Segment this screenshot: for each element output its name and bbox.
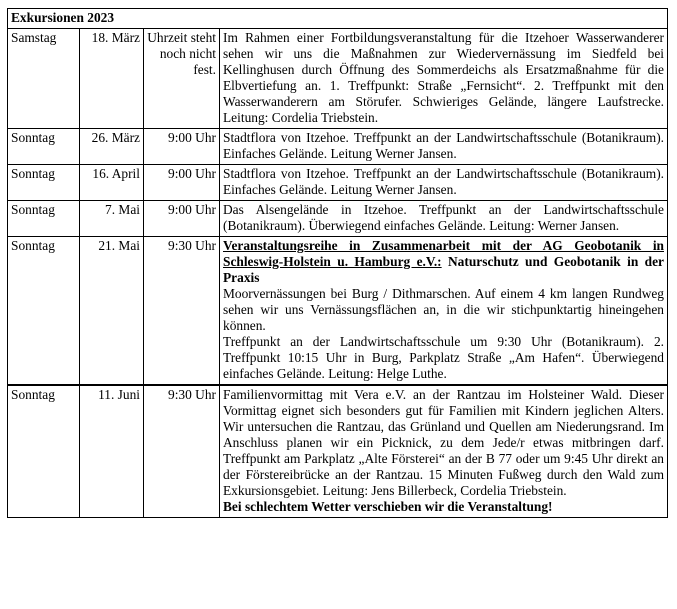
- date-cell: 7. Mai: [80, 201, 144, 237]
- time-cell: 9:00 Uhr: [144, 165, 220, 201]
- table-title: Exkursionen 2023: [8, 9, 668, 29]
- description-cell: [220, 237, 668, 386]
- day-cell: Samstag: [8, 29, 80, 129]
- time-cell: 9:30 Uhr: [144, 237, 220, 386]
- series-heading-underlined: Veranstaltungsreihe in Zusammenarbeit mit der AG Geobotanik in Schleswig-Holstein u. Hamburg e.V.:: [223, 238, 664, 269]
- weather-note: Bei schlechtem Wetter verschieben wir die Veranstaltung!: [223, 499, 553, 514]
- table-row: [8, 385, 668, 518]
- date-cell: 26. März: [80, 129, 144, 165]
- time-cell: 9:30 Uhr: [144, 385, 220, 518]
- description-paragraph: Familienvormittag mit Vera e.V. an der Rantzau im Holsteiner Wald. Dieser Vormittag eignet sich besonders gut für Familien mit Kindern jeglichen Alters. Wir untersuchen die Rantzau, das Grünland und Quellen am Niederungsrand. Im Anschluss planen wir ein Picknick, zu dem Jede/r etwas mitbringen darf. Treffpunkt am Parkplatz „Alte Försterei“ an der B 77 oder um 9:45 Uhr direkt an der Förstereibrücke an der Rantzau. 15 Minuten Fußweg durch den Wald zum Exkursionsgebiet. Leitung: Jens Billerbeck, Cordelia Triebstein.: [223, 387, 664, 498]
- description-cell: Im Rahmen einer Fortbildungsveranstaltung für die Itzehoer Wasserwanderer sehen wir uns die Maßnahmen zur Wiedervernässung im Siedfeld bei Kellinghusen durch Öffnung des Sommerdeichs als Ersatzmaßnahme für die Elbvertiefung an. 1. Treffpunkt: Straße „Fernsicht“. 2. Treffpunkt mit den Wasserwanderern am Störufer. Schwieriges Gelände, längere Laufstrecke. Leitung: Cordelia Triebstein.: [220, 29, 668, 129]
- time-cell: Uhrzeit steht noch nicht fest.: [144, 29, 220, 129]
- date-cell: 11. Juni: [80, 385, 144, 518]
- description-cell: [220, 385, 668, 518]
- excursions-table: [7, 8, 668, 518]
- date-cell: 21. Mai: [80, 237, 144, 386]
- time-cell: 9:00 Uhr: [144, 129, 220, 165]
- day-cell: Sonntag: [8, 165, 80, 201]
- date-cell: 16. April: [80, 165, 144, 201]
- description-paragraph: Moorvernässungen bei Burg / Dithmarschen. Auf einem 4 km langen Rundweg sehen wir uns Vernässungsflächen an, in die wir stichpunktartig hineingehen können.: [223, 286, 664, 333]
- day-cell: Sonntag: [8, 201, 80, 237]
- day-cell: Sonntag: [8, 129, 80, 165]
- table-row: [8, 29, 668, 129]
- table-row: [8, 129, 668, 165]
- description-cell: Das Alsengelände in Itzehoe. Treffpunkt an der Landwirtschaftsschule (Botanikraum). Überwiegend einfaches Gelände. Leitung: Werner Jansen.: [220, 201, 668, 237]
- day-cell: Sonntag: [8, 385, 80, 518]
- table-row: [8, 165, 668, 201]
- time-cell: 9:00 Uhr: [144, 201, 220, 237]
- table-row: [8, 237, 668, 386]
- series-heading-rest: Naturschutz und Geobotanik in der Praxis: [223, 254, 664, 285]
- day-cell: Sonntag: [8, 237, 80, 386]
- description-cell: Stadtflora von Itzehoe. Treffpunkt an der Landwirtschaftsschule (Botanikraum). Einfaches Gelände. Leitung Werner Jansen.: [220, 129, 668, 165]
- description-paragraph: Treffpunkt an der Landwirtschaftsschule um 9:30 Uhr (Botanikraum). 2. Treffpunkt 10:15 Uhr in Burg, Parkplatz Straße „Am Hafen“. Überwiegend einfaches Gelände. Leitung: Helge Luthe.: [223, 334, 664, 381]
- date-cell: 18. März: [80, 29, 144, 129]
- table-title-row: [8, 9, 668, 29]
- table-row: [8, 201, 668, 237]
- description-cell: Stadtflora von Itzehoe. Treffpunkt an der Landwirtschaftsschule (Botanikraum). Einfaches Gelände. Leitung Werner Jansen.: [220, 165, 668, 201]
